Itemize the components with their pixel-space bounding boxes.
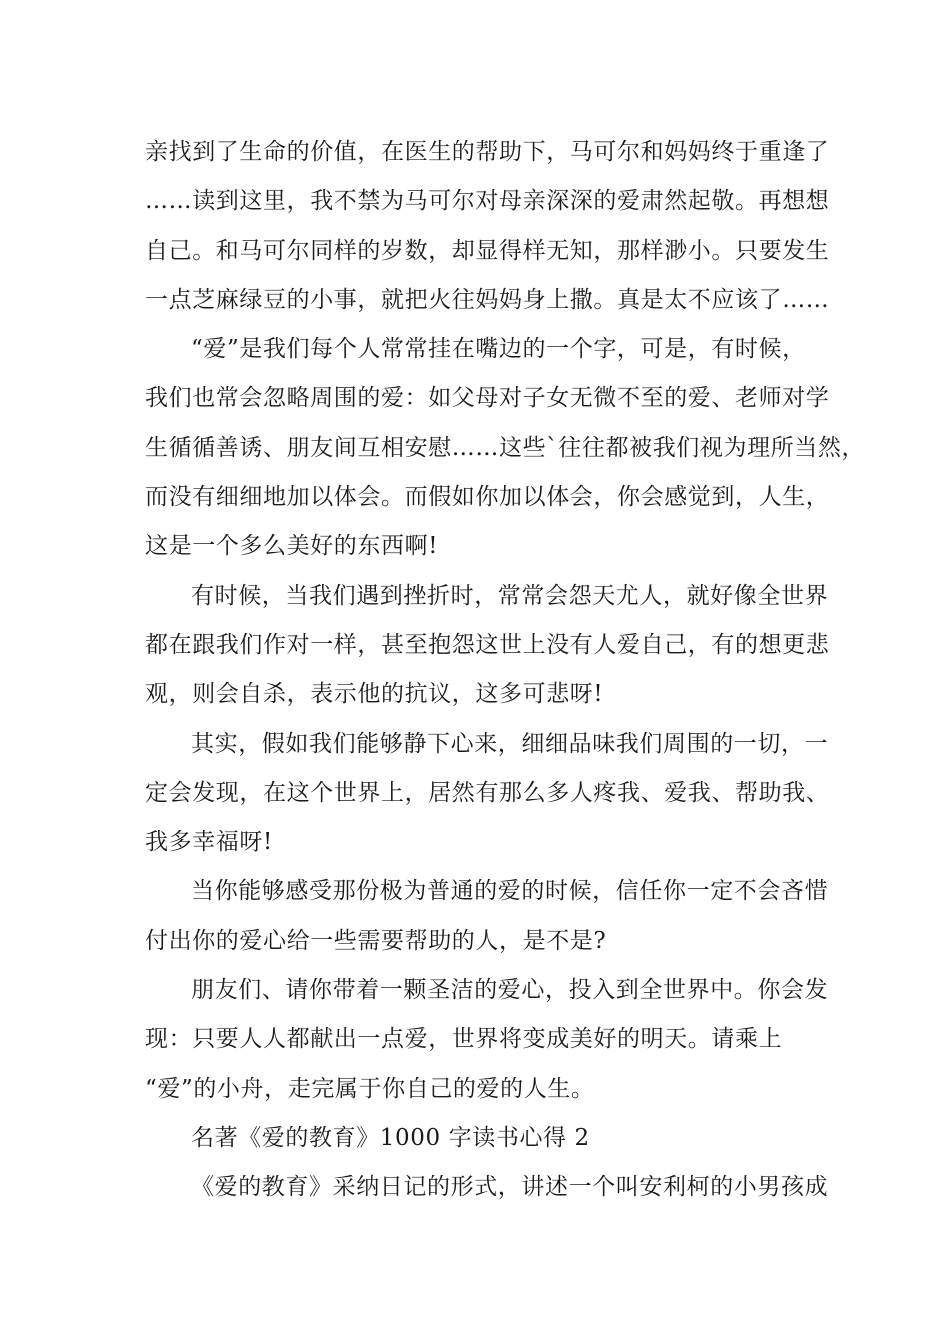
text-line: 我多幸福呀! [145, 829, 273, 856]
text-line: 付出你的爱心给一些需要帮助的人，是不是? [145, 927, 607, 954]
text-line: 一点芝麻绿豆的小事，就把火往妈妈身上撒。真是太不应该了…… [145, 286, 830, 313]
text-line: 这是一个多么美好的东西啊! [145, 533, 439, 560]
text-line: 我们也常会忽略周围的爱：如父母对子女无微不至的爱、老师对学 [145, 385, 830, 412]
text-line: 其实，假如我们能够静下心来，细细品味我们周围的一切，一 [191, 730, 829, 757]
text-line: 亲找到了生命的价值，在医生的帮助下，马可尔和妈妈终于重逢了 [145, 139, 830, 165]
heading-line: 名著《爱的教育》1000 字读书心得 2 [191, 1124, 590, 1151]
text-line: 朋友们、请你带着一颗圣洁的爱心，投入到全世界中。你会发 [191, 977, 829, 1004]
text-line: 现：只要人人都献出一点爱，世界将变成美好的明天。请乘上 [145, 1026, 783, 1053]
text-line: 都在跟我们作对一样，甚至抱怨这世上没有人爱自己，有的想更悲 [145, 631, 830, 658]
text-line: 定会发现，在这个世界上，居然有那么多人疼我、爱我、帮助我、 [145, 779, 830, 806]
section-heading [145, 1114, 825, 1163]
paragraph-5 [145, 867, 829, 966]
paragraph-3 [145, 572, 830, 720]
text-line: 而没有细细地加以体会。而假如你加以体会，你会感觉到，人生， [145, 484, 830, 511]
text-line: “爱”是我们每个人常常挂在嘴边的一个字，可是，有时候， [191, 336, 806, 363]
paragraph-6 [145, 966, 829, 1114]
paragraph-1 [145, 128, 830, 325]
text-line: 生循循善诱、朋友间互相安慰……这些`往往都被我们视为理所当然， [145, 434, 866, 461]
text-line: 《爱的教育》采纳日记的形式，讲述一个叫安利柯的小男孩成 [191, 1174, 829, 1201]
text-line: 当你能够感受那份极为普通的爱的时候，信任你一定不会吝惜 [191, 878, 829, 905]
paragraph-2 [145, 325, 866, 571]
text-line: 有时候，当我们遇到挫折时，常常会怨天尤人，就好像全世界 [191, 582, 829, 609]
paragraph-7 [145, 1163, 829, 1212]
text-line: “爱”的小舟，走完属于你自己的爱的人生。 [145, 1075, 595, 1102]
text-line: 自己。和马可尔同样的岁数，却显得样无知，那样渺小。只要发生 [145, 237, 830, 264]
paragraph-4 [145, 720, 830, 868]
text-line: 观，则会自杀，表示他的抗议，这多可悲呀! [145, 681, 604, 708]
document-body [145, 128, 866, 1213]
text-line: ……读到这里，我不禁为马可尔对母亲深深的爱肃然起敬。再想想 [145, 188, 830, 215]
